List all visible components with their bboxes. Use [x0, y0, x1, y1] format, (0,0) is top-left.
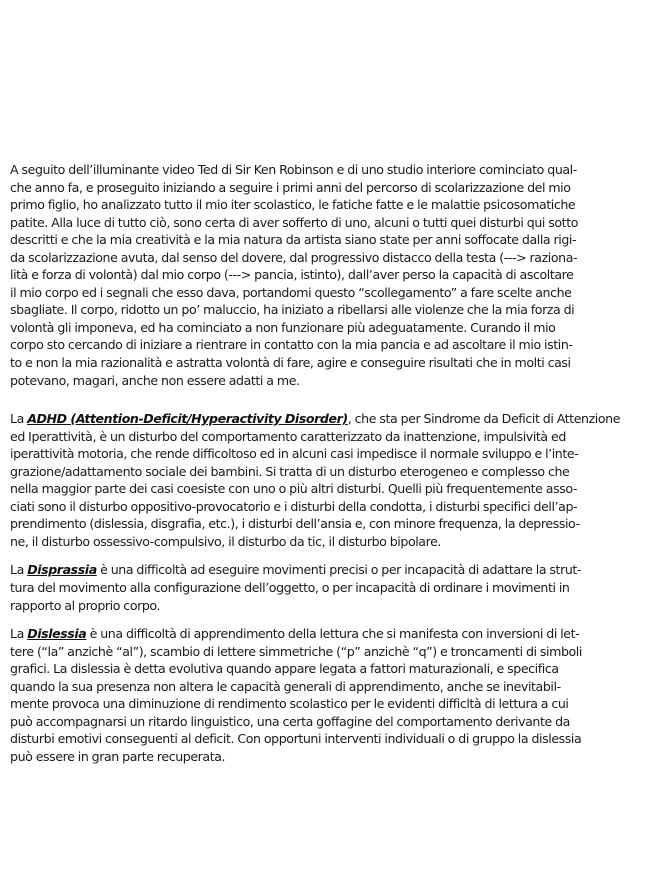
- text-line: A seguito dell’illuminante video Ted di Sir Ken Robinson e di uno studio interiore cominciato qual-: [10, 162, 577, 177]
- intro-paragraph: [10, 161, 630, 389]
- text-line: [10, 410, 630, 428]
- text-line: ed Iperattività, è un disturbo del comportamento caratterizzato da inattenzione, impulsività ed: [10, 428, 566, 444]
- text-line: che anno fa, e proseguito iniziando a seguire i primi anni del percorso di scolarizzazione del mio: [10, 179, 571, 195]
- text-line: volontà gli imponeva, ed ha cominciato a non funzionare più adeguatamente. Curando il mio: [10, 319, 556, 335]
- text-line: descritti e che la mia creatività e la mia natura da artista siano state per anni soffocate dalla rigi-: [10, 232, 577, 248]
- text-line: [10, 561, 630, 579]
- text-line: può accompagnarsi un ritardo linguistico, una certa goffagine del comportamento derivante da: [10, 713, 570, 729]
- text-line: da scolarizzazione avuta, dal senso del dovere, dal progressivo distacco della testa (---> raziona-: [10, 249, 578, 265]
- text-line: nella maggior parte dei casi coesiste con uno o più altri disturbi. Quelli più frequentemente asso-: [10, 481, 578, 497]
- text-line: tura del movimento alla configurazione dell’oggetto, o per incapacità di ordinare i movimenti in: [10, 580, 570, 596]
- text-line: iperattività motoria, che rende difficoltoso ed in alcuni casi impedisce il normale sviluppo e l’inte-: [10, 446, 579, 462]
- text-line: to e non la mia razionalità e astratta volontà di fare, agire e conseguire risultati che in molti casi: [10, 355, 571, 371]
- text-line: può essere in gran parte recuperata.: [10, 748, 226, 764]
- text-line: [10, 625, 630, 643]
- text-line: ciati sono il disturbo oppositivo-provocatorio e i disturbi della condotta, i disturbi specifici dell’ap-: [10, 498, 578, 514]
- text-line: patite. Alla luce di tutto ciò, sono certa di aver sofferto di uno, alcuni o tutti quei disturbi qui sotto: [10, 214, 578, 230]
- text-line: tere (“la” anzichè “al”), scambio di lettere simmetriche (“p” anzichè “q”) e troncamenti di simboli: [10, 643, 582, 659]
- text-line: lità e forza di volontà) dal mio corpo (---> pancia, istinto), dall’aver perso la capacità di ascoltare: [10, 267, 574, 283]
- document-page: [10, 161, 630, 766]
- text-line: grazione/adattamento sociale dei bambini. Si tratta di un disturbo eterogeneo e complesso che: [10, 463, 570, 479]
- text-line: sbagliate. Il corpo, ridotto un po’ maluccio, ha iniziato a ribellarsi alle violenze che la mia forza di: [10, 302, 575, 318]
- disprassia-prefix: La: [10, 562, 28, 578]
- text-line: prendimento (dislessia, disgrafia, etc.), i disturbi dell’ansia e, con minore frequenza, la depressio-: [10, 516, 580, 532]
- adhd-prefix: La: [10, 411, 28, 427]
- adhd-first-line-rest: , che sta per Sindrome da Deficit di Attenzione: [347, 411, 621, 427]
- text-line: mente provoca una diminuzione di rendimento scolastico per le evidenti difficltà di lettura a cui: [10, 696, 569, 712]
- disprassia-first-line-rest: è una difficoltà ad eseguire movimenti precisi o per incapacità di adattare la strut-: [96, 562, 582, 578]
- text-line: quando la sua presenza non altera le capacità generali di apprendimento, anche se inevitabil-: [10, 678, 561, 694]
- text-line: primo figlio, ho analizzato tutto il mio iter scolastico, le fatiche fatte e le malattie psicosomatiche: [10, 197, 576, 213]
- text-line: potevano, magari, anche non essere adatti a me.: [10, 372, 300, 388]
- dislessia-prefix: La: [10, 626, 28, 642]
- dislessia-term: Dislessia: [27, 626, 87, 642]
- text-line: rapporto al proprio corpo.: [10, 597, 161, 613]
- text-line: disturbi emotivi conseguenti al deficit. Con opportuni interventi individuali o di gruppo la dislessia: [10, 731, 582, 747]
- text-line: ne, il disturbo ossessivo-compulsivo, il disturbo da tic, il disturbo bipolare.: [10, 533, 441, 549]
- adhd-term: ADHD (Attention-Deficit/Hyperactivity Disorder): [27, 411, 348, 427]
- disprassia-paragraph: [10, 561, 630, 614]
- text-line: corpo sto cercando di iniziare a rientrare in contatto con la mia pancia e ad ascoltare il mio istin-: [10, 337, 573, 353]
- dislessia-paragraph: [10, 625, 630, 765]
- adhd-paragraph: [10, 410, 630, 550]
- text-line: il mio corpo ed i segnali che esso dava, portandomi questo “scollegamento” a fare scelte anche: [10, 284, 572, 300]
- text-line: grafici. La dislessia è detta evolutiva quando appare legata a fattori maturazionali, e specifica: [10, 661, 559, 677]
- disprassia-term: Disprassia: [27, 562, 97, 578]
- dislessia-first-line-rest: è una difficoltà di apprendimento della lettura che si manifesta con inversioni di let-: [86, 626, 580, 642]
